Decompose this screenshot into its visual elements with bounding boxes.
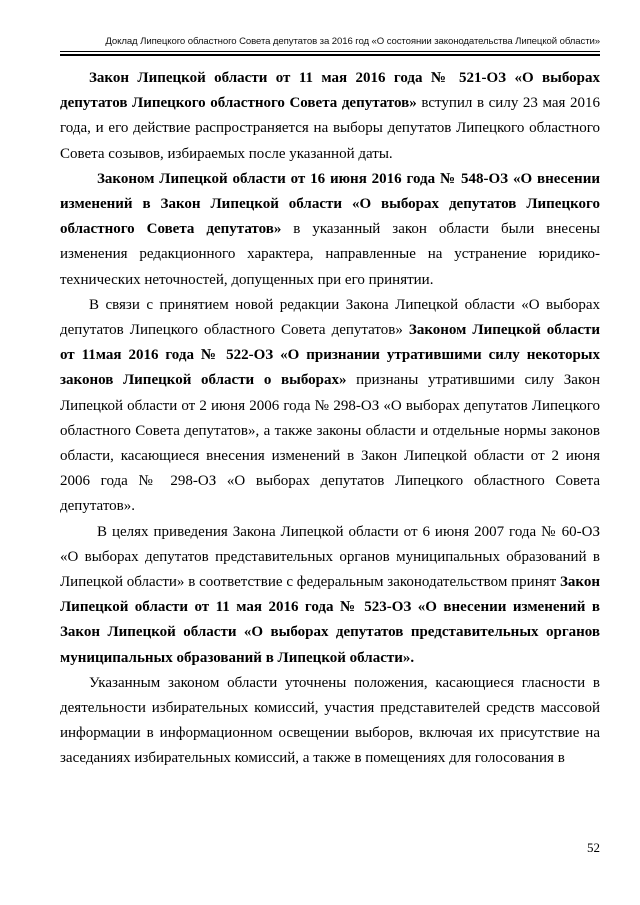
paragraph-text: в указанный закон области были внесены изменения редакционного характера, направленные на устранение юридико-технических неточностей, допущенных при его принятии. [60, 221, 600, 288]
law-title-548: Законом Липецкой области от 16 июня 2016 года № 548-ОЗ «О внесении изменений в Закон Липецкой области «О выборах депутатов Липецкого областного Совета депутатов» [60, 170, 600, 238]
paragraph-text: признаны утратившими силу Закон Липецкой области от 2 июня 2006 года № 298-ОЗ «О выборах депутатов Липецкого областного Совета депутатов», а также законы области и отдельные нормы законов области, касающиеся внесения изменений в Закон Липецкой области от 2 июня 2006 года № 298-ОЗ «О выборах депутатов Липецкого областного Совета депутатов». [60, 372, 601, 515]
running-header: Доклад Липецкого областного Совета депутатов за 2016 год «О состоянии законодательства Липецкой области» [105, 36, 600, 47]
law-title-523: Закон Липецкой области от 11 мая 2016 года № 523-ОЗ «О внесении изменений в Закон Липецкой области «О выборах депутатов представительных органов муниципальных образований в Липецкой области». [60, 574, 600, 666]
paragraph-law-523 [60, 520, 600, 671]
paragraph-text: вступил в силу 23 мая 2016 года, и его действие распространяется на выборы депутатов Липецкого областного Совета созывов, избираемых после указанной даты. [60, 95, 600, 162]
law-title-521: Закон Липецкой области от 11 мая 2016 года № 521-ОЗ «О выборах депутатов Липецкого областного Совета депутатов» [60, 70, 600, 112]
paragraph-text: В связи с принятием новой редакции Закона Липецкой области «О выборах депутатов Липецкого областного Совета депутатов» [60, 296, 600, 339]
paragraph-law-521 [60, 66, 600, 167]
header-rule [60, 51, 600, 52]
law-title-522: Законом Липецкой области от 11мая 2016 года № 522-ОЗ «О признании утратившими силу некоторых законов Липецкой области о выборах» [60, 322, 600, 389]
paragraph-text: В целях приведения Закона Липецкой области от 6 июня 2007 года № 60-ОЗ «О выборах депутатов представительных органов муниципальных образований в Липецкой области» в соответствие с федеральным законодательством принят [60, 523, 600, 591]
paragraph-text: Указанным законом области уточнены положения, касающиеся гласности в деятельности избирательных комиссий, участия представителей средств массовой информации в информационном освещении выборов, включая их присутствие на заседаниях избирательных комиссий, а также в помещениях для голосования в [60, 674, 600, 767]
paragraph-law-548 [60, 167, 600, 293]
paragraph-law-522 [60, 293, 600, 520]
page-number: 52 [587, 840, 600, 855]
paragraph-clarifications [60, 671, 600, 772]
document-body [60, 66, 600, 772]
header-rule-thick [60, 54, 600, 56]
